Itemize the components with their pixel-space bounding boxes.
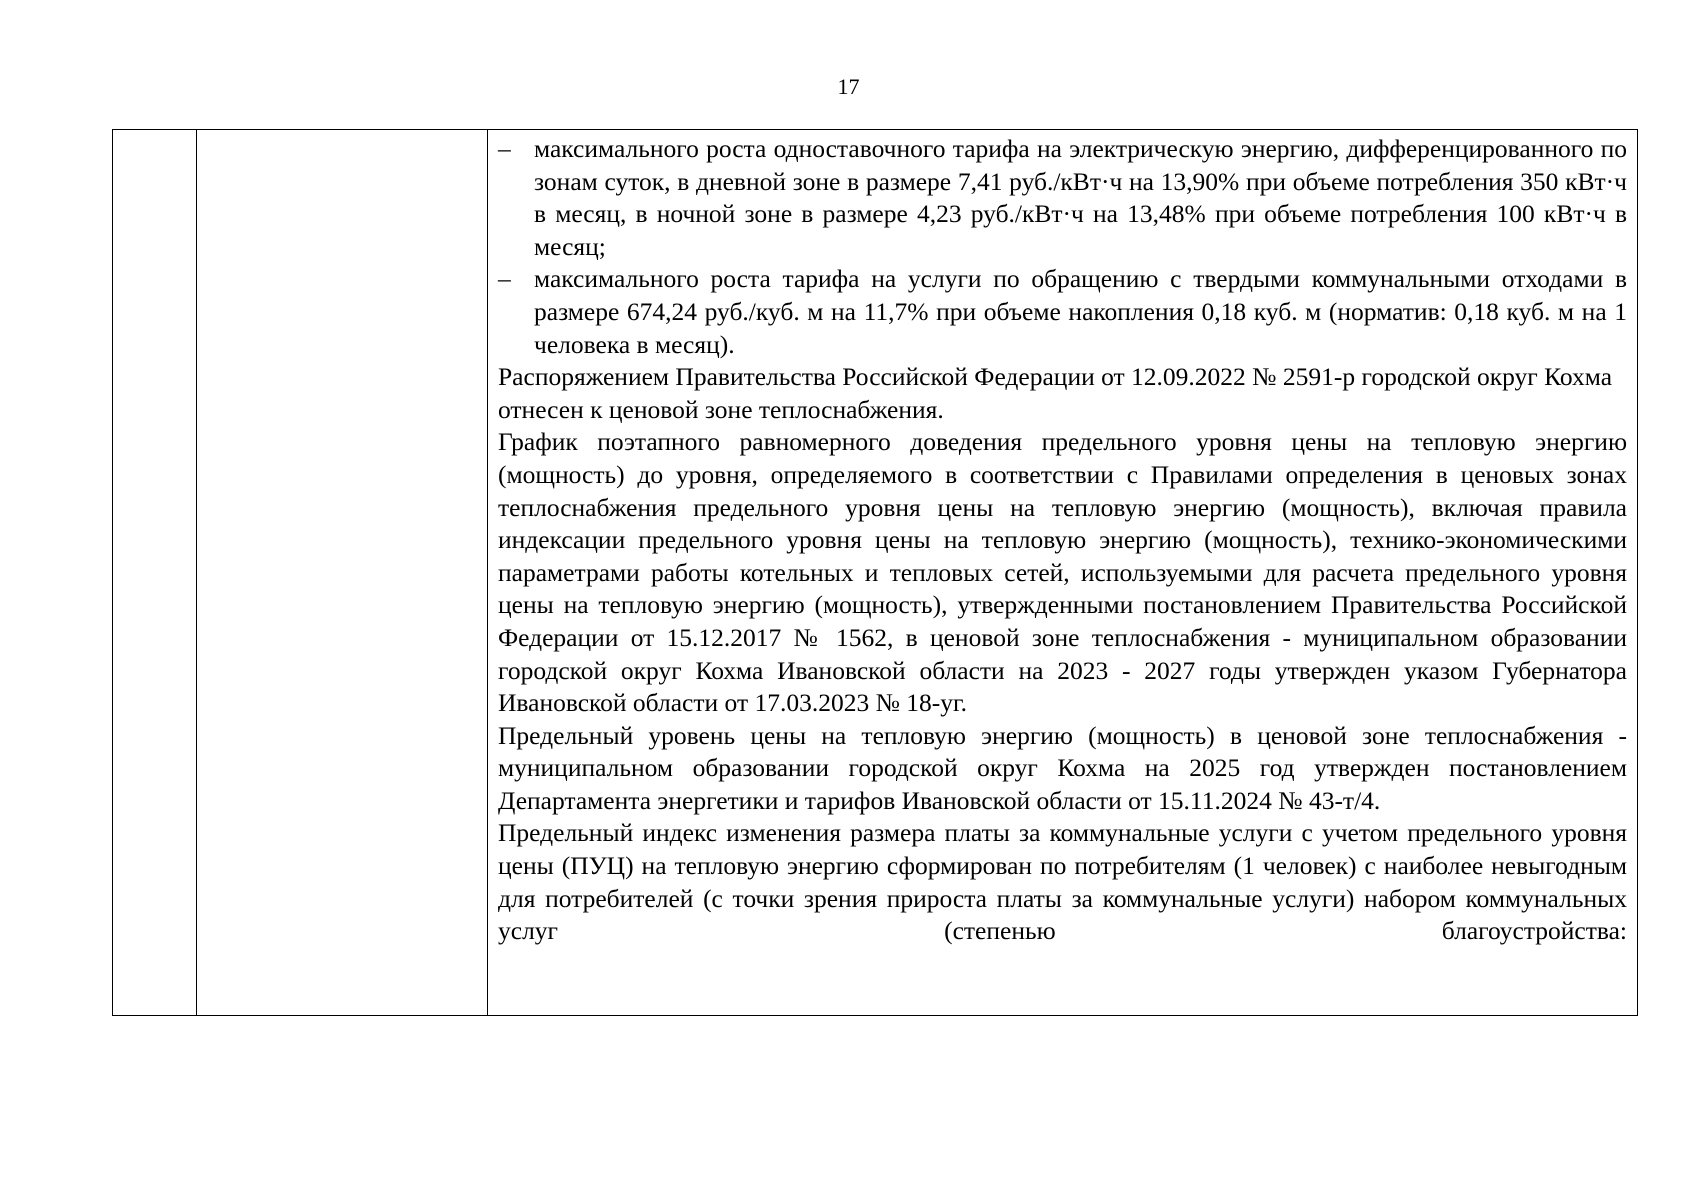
table-column-content [488,130,1637,1015]
table-column-2 [197,130,488,1015]
list-item-waste-tariff [498,263,1627,361]
list-item-text: максимального роста одноставочного тарифа на электрическую энергию, дифференцированного по зонам суток, в дневной зоне в размере 7,41 руб./кВт·ч на 13,90% при объеме потребления 350 кВт·ч в месяц, в ночной зоне в размере 4,23 руб./кВт·ч на 13,48% при объеме потребления 100 кВт·ч в месяц; [534,134,1627,261]
paragraph-price-schedule: График поэтапного равномерного доведения предельного уровня цены на тепловую энергию (мощность) до уровня, определяемого в соответствии с Правилами определения в ценовых зонах теплоснабжения предельного уровня цены на тепловую энергию (мощность), включая правила индексации предельного уровня цены на тепловую энергию (мощность), технико-экономическими параметрами работы котельных и тепловых сетей, используемыми для расчета предельного уровня цены на тепловую энергию (мощность), утвержденными постановлением Правительства Российской Федерации от 15.12.2017 № 1562, в ценовой зоне теплоснабжения - муниципальном образовании городской округ Кохма Ивановской области на 2023 - 2027 годы утвержден указом Губернатора Ивановской области от 17.03.2023 № 18-уг. [498,427,1627,718]
paragraph-utility-index: Предельный индекс изменения размера платы за коммунальные услуги с учетом предельного уровня цены (ПУЦ) на тепловую энергию сформирован по потребителям (1 человек) с наиболее невыгодным для потребителей (с точки зрения прироста платы за коммунальные услуги) набором коммунальных услуг (степенью благоустройства: [498,818,1627,946]
list-item-text: максимального роста тарифа на услуги по обращению с твердыми коммунальными отходами в размере 674,24 руб./куб. м на 11,7% при объеме накопления 0,18 куб. м (норматив: 0,18 куб. м на 1 человека в месяц). [534,264,1627,359]
list-item-electricity-tariff [498,133,1627,263]
document-table [112,129,1638,1016]
paragraph-price-limit-2025: Предельный уровень цены на тепловую энергию (мощность) в ценовой зоне теплоснабжения - муниципальном образовании городской округ Кохма на 2025 год утвержден постановлением Департамента энергетики и тарифов Ивановской области от 15.11.2024 № 43-т/4. [498,720,1627,815]
paragraph-government-order: Распоряжением Правительства Российской Федерации от 12.09.2022 № 2591-р городской округ Кохма отнесен к ценовой зоне теплоснабжения. [498,362,1613,424]
list-dash: – [498,264,511,294]
page-number: 17 [837,74,860,99]
list-dash: – [498,134,511,163]
table-column-1 [113,130,197,1015]
